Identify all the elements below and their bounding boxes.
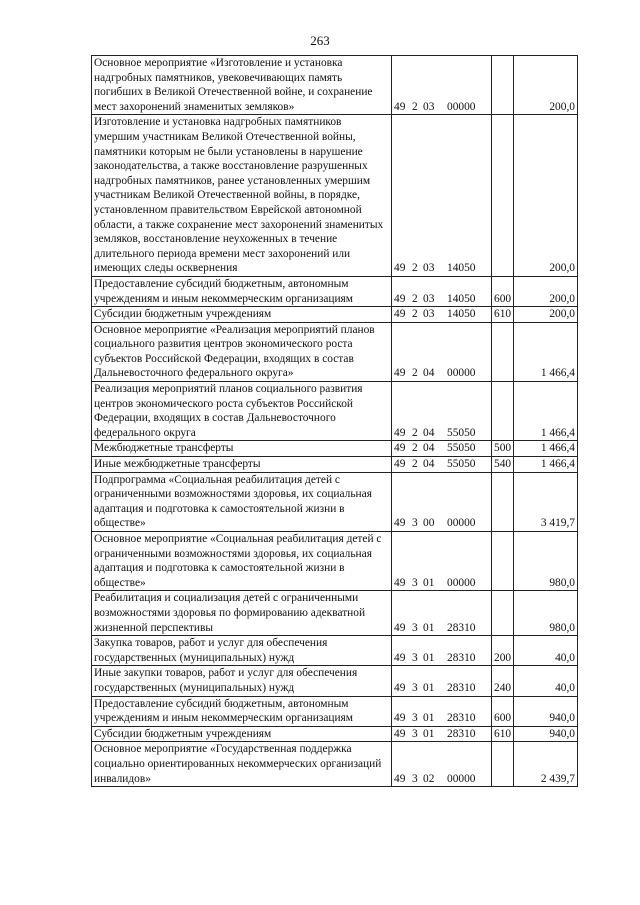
row-expense-type: [492, 115, 514, 277]
row-name: Закупка товаров, работ и услуг для обеспечения государственных (муниципальных) нужд: [92, 636, 392, 666]
table-row: [92, 276, 578, 306]
code-direction: 28310: [447, 712, 476, 725]
row-code: [392, 276, 492, 306]
row-expense-type: 500: [492, 441, 514, 457]
row-code: [392, 457, 492, 473]
row-amount: 200,0: [514, 307, 578, 323]
table-row: [92, 307, 578, 323]
row-code: [392, 636, 492, 666]
code-direction: 55050: [447, 458, 476, 471]
table-row: [92, 441, 578, 457]
row-code: [392, 591, 492, 636]
code-measure: 01: [423, 712, 435, 725]
code-direction: 14050: [447, 292, 476, 305]
code-subprogram: 2: [412, 458, 418, 471]
row-amount: 40,0: [514, 636, 578, 666]
row-name: Основное мероприятие «Государственная поддержка социально ориентированных некоммерческих организаций инвалидов»: [92, 742, 392, 787]
code-program: 49: [394, 442, 406, 455]
row-amount: 980,0: [514, 591, 578, 636]
code-program: 49: [394, 426, 406, 439]
table-row: [92, 726, 578, 742]
row-code: [392, 441, 492, 457]
row-expense-type: [492, 472, 514, 531]
row-name: Реализация мероприятий планов социального развития центров экономического роста субъектов Российской Федерации, входящих в состав Дальневосточного федерального округа: [92, 382, 392, 441]
code-program: 49: [394, 621, 406, 634]
row-code: [392, 115, 492, 277]
code-program: 49: [394, 292, 406, 305]
code-direction: 55050: [447, 426, 476, 439]
code-program: 49: [394, 651, 406, 664]
table-row: [92, 636, 578, 666]
code-program: 49: [394, 681, 406, 694]
code-program: 49: [394, 367, 406, 380]
row-name: Субсидии бюджетным учреждениям: [92, 726, 392, 742]
row-code: [392, 742, 492, 787]
code-subprogram: 2: [412, 308, 418, 321]
budget-table-body: [92, 56, 578, 787]
code-program: 49: [394, 458, 406, 471]
row-code: [392, 322, 492, 381]
row-amount: 200,0: [514, 276, 578, 306]
code-direction: 00000: [447, 772, 476, 785]
code-program: 49: [394, 576, 406, 589]
code-measure: 04: [423, 367, 435, 380]
row-expense-type: 540: [492, 457, 514, 473]
code-direction: 00000: [447, 517, 476, 530]
row-expense-type: 600: [492, 276, 514, 306]
row-name: Предоставление субсидий бюджетным, автономным учреждениям и иным некоммерческим организациям: [92, 696, 392, 726]
table-row: [92, 115, 578, 277]
code-measure: 00: [423, 517, 435, 530]
code-program: 49: [394, 262, 406, 275]
code-program: 49: [394, 517, 406, 530]
row-name: Изготовление и установка надгробных памятников умершим участникам Великой Отечественной войны, памятники которым не были установлены в нарушение законодательства, а также восстановление разрушенных надгробных памятников, ранее установленных умершим участникам Великой Отечественной войны, в порядке, установленном правительством Еврейской автономной области, а также сохранение мест захоронений знаменитых земляков, восстановление неухоженных в течение длительного периода времени мест захоронений или имеющих следы осквернения: [92, 115, 392, 277]
row-name: Основное мероприятие «Социальная реабилитация детей с ограниченными возможностями здоровья, их социальная адаптация и подготовка к самостоятельной жизни в обществе»: [92, 532, 392, 591]
row-amount: 1 466,4: [514, 382, 578, 441]
code-subprogram: 3: [412, 681, 418, 694]
code-subprogram: 3: [412, 576, 418, 589]
table-row: [92, 382, 578, 441]
code-subprogram: 3: [412, 517, 418, 530]
table-row: [92, 532, 578, 591]
code-subprogram: 3: [412, 651, 418, 664]
code-direction: 28310: [447, 651, 476, 664]
table-row: [92, 591, 578, 636]
row-code: [392, 726, 492, 742]
code-program: 49: [394, 712, 406, 725]
row-code: [392, 696, 492, 726]
row-expense-type: [492, 322, 514, 381]
table-row: [92, 696, 578, 726]
row-expense-type: [492, 56, 514, 115]
row-name: Основное мероприятие «Реализация мероприятий планов социального развития центров экономического роста субъектов Российской Федерации, входящих в состав Дальневосточного федерального округа»: [92, 322, 392, 381]
row-amount: 40,0: [514, 666, 578, 696]
code-subprogram: 2: [412, 367, 418, 380]
budget-table: [91, 55, 578, 787]
code-measure: 02: [423, 772, 435, 785]
page-number: 263: [310, 33, 330, 48]
code-program: 49: [394, 308, 406, 321]
row-name: Основное мероприятие «Изготовление и установка надгробных памятников, увековечивающих память погибших в Великой Отечественной войне, и сохранение мест захоронений знаменитых земляков»: [92, 56, 392, 115]
row-expense-type: 610: [492, 726, 514, 742]
code-measure: 01: [423, 681, 435, 694]
row-amount: 2 439,7: [514, 742, 578, 787]
row-expense-type: [492, 591, 514, 636]
row-amount: 1 466,4: [514, 441, 578, 457]
code-program: 49: [394, 100, 406, 113]
row-code: [392, 382, 492, 441]
row-amount: 980,0: [514, 532, 578, 591]
code-subprogram: 2: [412, 442, 418, 455]
table-row: [92, 472, 578, 531]
row-expense-type: 600: [492, 696, 514, 726]
code-subprogram: 3: [412, 772, 418, 785]
table-row: [92, 322, 578, 381]
row-amount: 200,0: [514, 56, 578, 115]
code-measure: 01: [423, 651, 435, 664]
code-measure: 04: [423, 426, 435, 439]
code-measure: 01: [423, 621, 435, 634]
row-amount: 940,0: [514, 696, 578, 726]
code-measure: 01: [423, 727, 435, 740]
code-subprogram: 2: [412, 262, 418, 275]
code-measure: 03: [423, 100, 435, 113]
row-amount: 1 466,4: [514, 322, 578, 381]
code-subprogram: 3: [412, 712, 418, 725]
row-code: [392, 307, 492, 323]
code-subprogram: 2: [412, 100, 418, 113]
code-direction: 00000: [447, 367, 476, 380]
row-code: [392, 56, 492, 115]
row-code: [392, 472, 492, 531]
code-direction: 00000: [447, 100, 476, 113]
code-measure: 04: [423, 458, 435, 471]
code-program: 49: [394, 772, 406, 785]
row-expense-type: 240: [492, 666, 514, 696]
code-direction: 14050: [447, 262, 476, 275]
row-expense-type: [492, 382, 514, 441]
code-subprogram: 2: [412, 426, 418, 439]
code-measure: 04: [423, 442, 435, 455]
code-direction: 00000: [447, 576, 476, 589]
table-row: [92, 457, 578, 473]
code-measure: 01: [423, 576, 435, 589]
row-expense-type: [492, 742, 514, 787]
row-name: Субсидии бюджетным учреждениям: [92, 307, 392, 323]
row-name: Реабилитация и социализация детей с ограниченными возможностями здоровья по формированию адекватной жизненной перспективы: [92, 591, 392, 636]
code-subprogram: 2: [412, 292, 418, 305]
row-name: Иные межбюджетные трансферты: [92, 457, 392, 473]
code-measure: 03: [423, 308, 435, 321]
table-row: [92, 56, 578, 115]
code-direction: 14050: [447, 308, 476, 321]
row-amount: 1 466,4: [514, 457, 578, 473]
row-expense-type: [492, 532, 514, 591]
row-expense-type: 200: [492, 636, 514, 666]
row-name: Межбюджетные трансферты: [92, 441, 392, 457]
code-direction: 28310: [447, 727, 476, 740]
row-expense-type: 610: [492, 307, 514, 323]
row-name: Подпрограмма «Социальная реабилитация детей с ограниченными возможностями здоровья, их социальная адаптация и подготовка к самостоятельной жизни в обществе»: [92, 472, 392, 531]
code-subprogram: 3: [412, 621, 418, 634]
code-direction: 28310: [447, 681, 476, 694]
code-direction: 55050: [447, 442, 476, 455]
row-amount: 200,0: [514, 115, 578, 277]
code-subprogram: 3: [412, 727, 418, 740]
row-amount: 940,0: [514, 726, 578, 742]
code-measure: 03: [423, 292, 435, 305]
code-measure: 03: [423, 262, 435, 275]
row-name: Предоставление субсидий бюджетным, автономным учреждениям и иным некоммерческим организациям: [92, 276, 392, 306]
table-row: [92, 742, 578, 787]
table-row: [92, 666, 578, 696]
code-direction: 28310: [447, 621, 476, 634]
row-code: [392, 666, 492, 696]
row-name: Иные закупки товаров, работ и услуг для обеспечения государственных (муниципальных) нужд: [92, 666, 392, 696]
row-amount: 3 419,7: [514, 472, 578, 531]
code-program: 49: [394, 727, 406, 740]
row-code: [392, 532, 492, 591]
